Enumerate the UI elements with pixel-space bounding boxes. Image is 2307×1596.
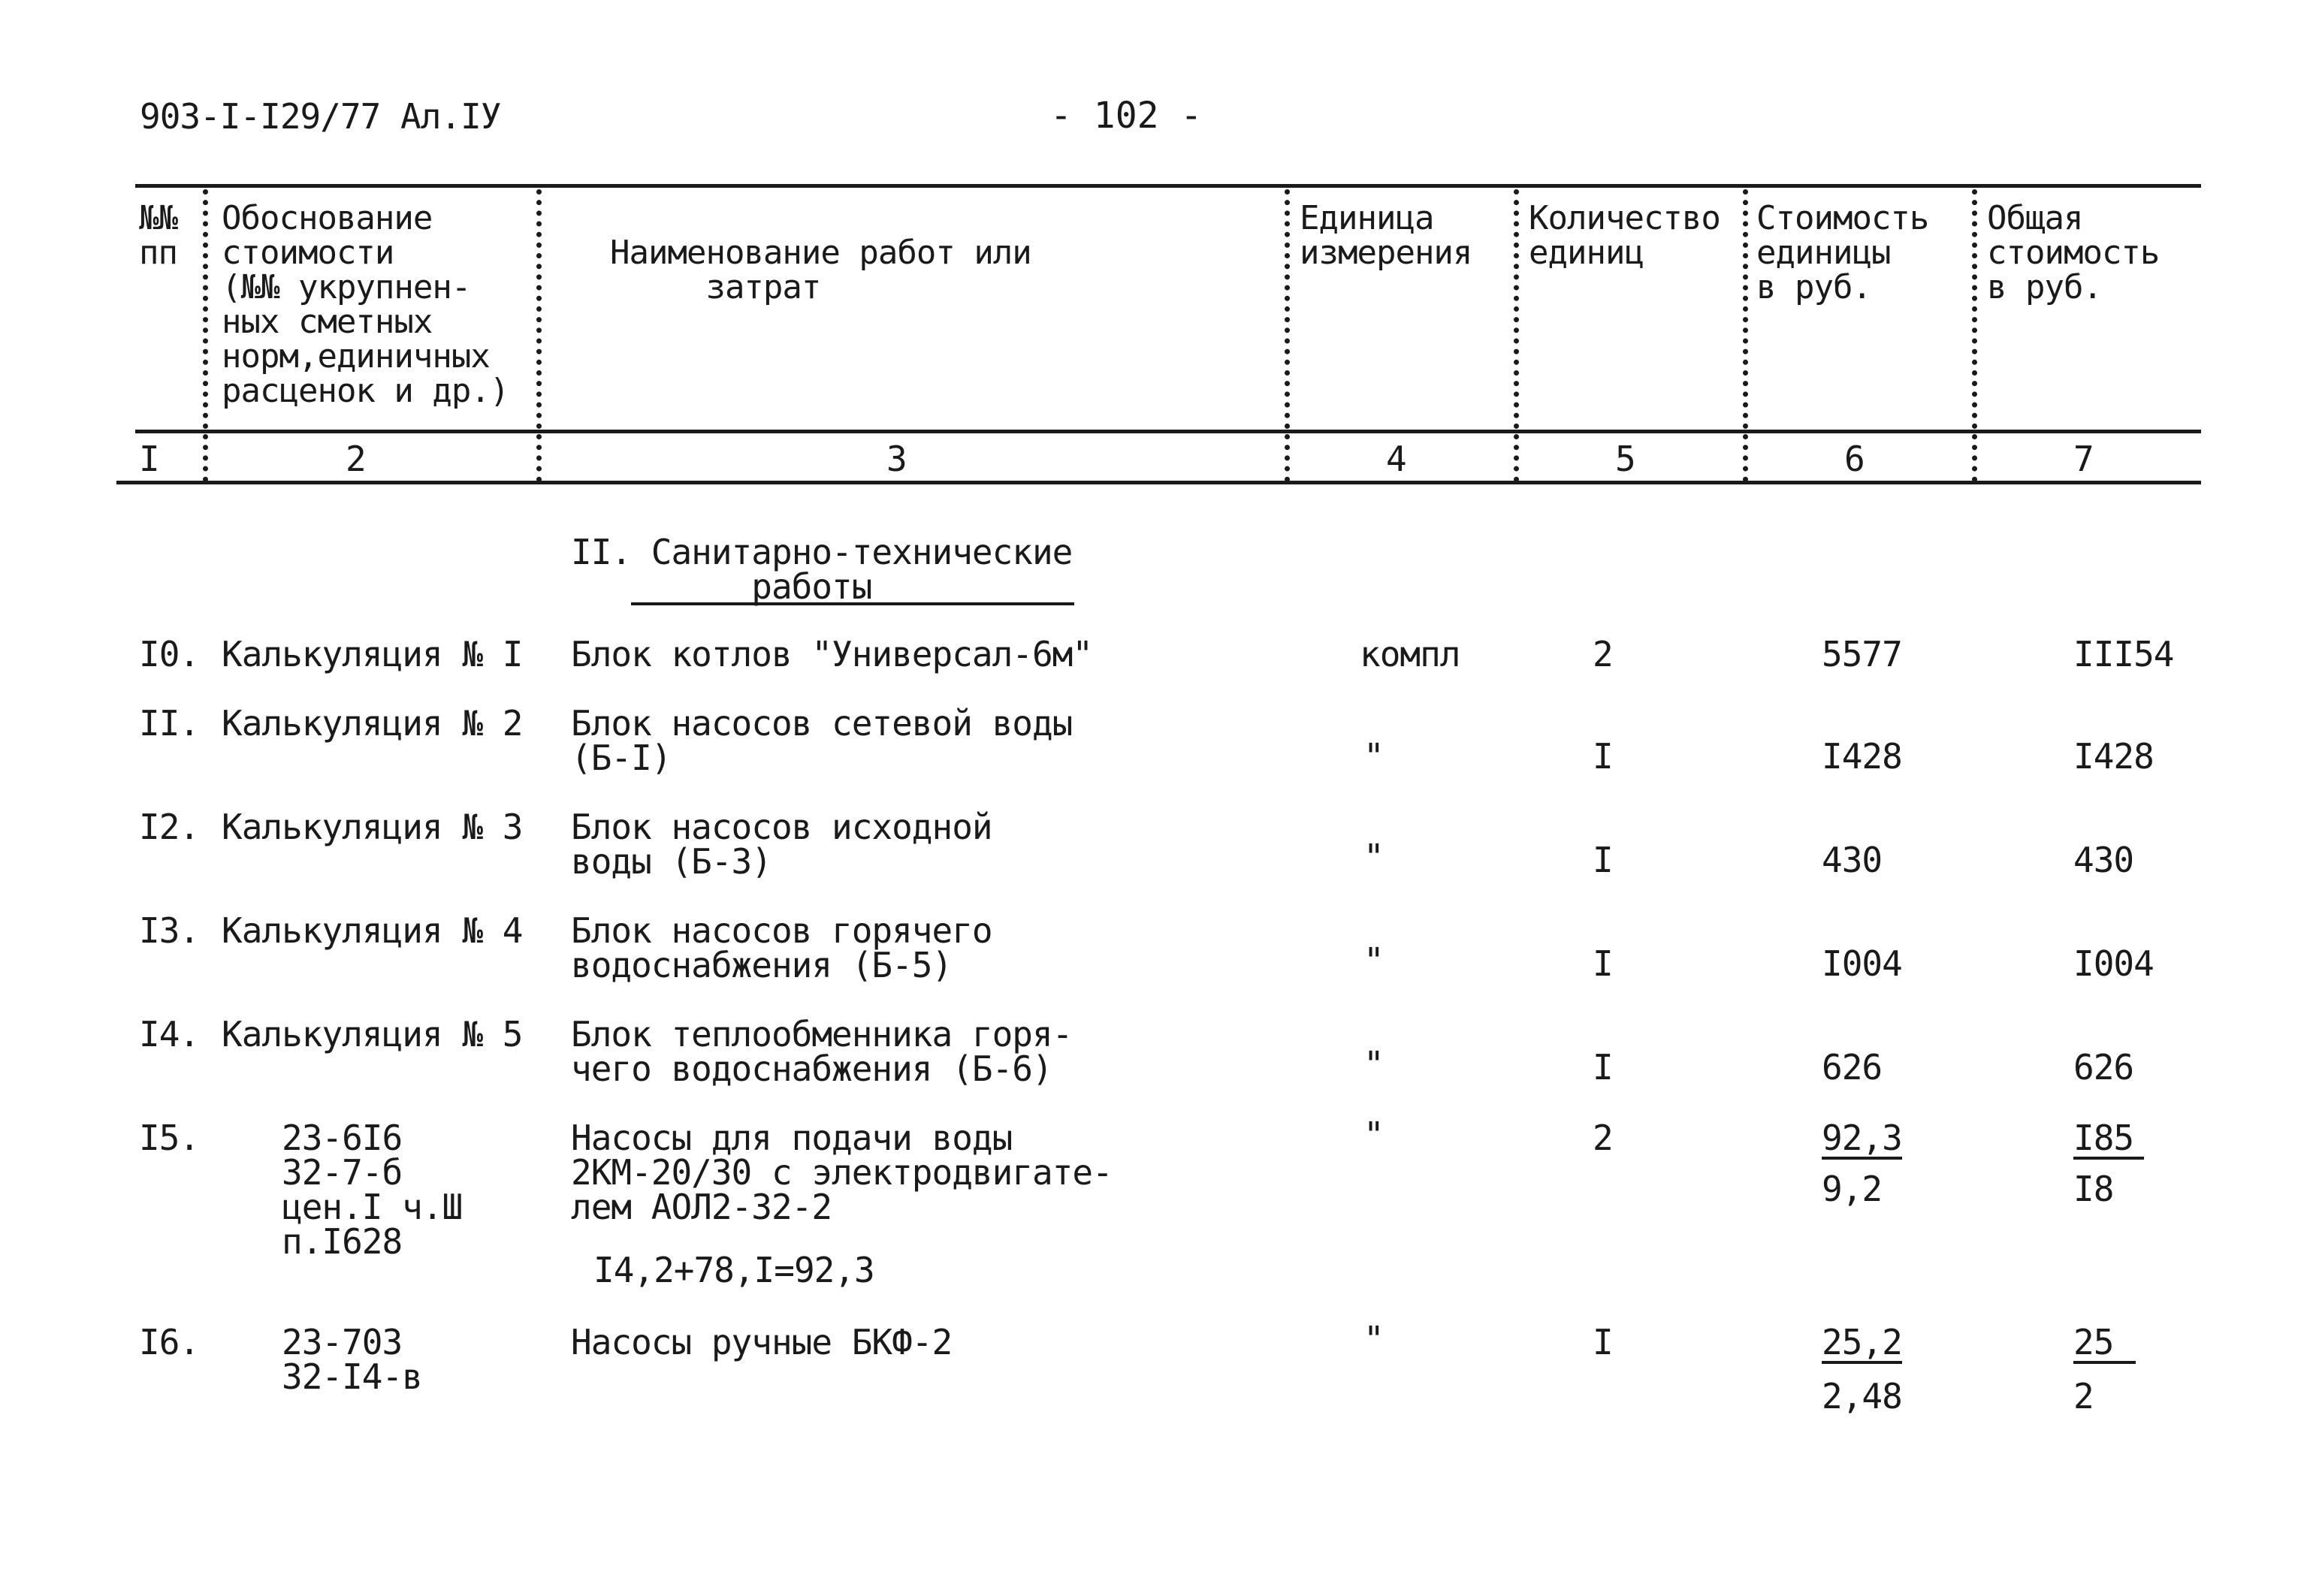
row-unit: " <box>1363 837 1384 877</box>
row-total-sub: 2 <box>2073 1376 2094 1416</box>
row-total: 25 <box>2073 1325 2136 1364</box>
section-title-underline <box>631 602 1074 605</box>
page-number: - 102 - <box>1050 95 1203 137</box>
row-qty: 2 <box>1593 634 1613 674</box>
row-qty: I <box>1593 1047 1613 1088</box>
row-number: I2. <box>139 807 200 847</box>
row-unit: компл <box>1360 634 1460 674</box>
row-unit-cost: 92,3 <box>1822 1118 1902 1158</box>
row-unit: " <box>1363 940 1384 981</box>
row-basis: 23-703 32-I4-в <box>282 1322 422 1397</box>
row-unit: " <box>1363 736 1384 777</box>
row-basis: Калькуляция № 2 <box>222 703 523 744</box>
row-name: Блок насосов горячего водоснабжения (Б-5) <box>571 910 992 985</box>
row-unit-cost: 25,2 <box>1822 1322 1902 1362</box>
column-number-bottom-rule <box>116 481 2201 484</box>
column-header-total: Общая стоимость в руб. <box>1987 199 2160 306</box>
column-separator <box>1514 189 1519 482</box>
document-code: 903-I-I29/77 Ал.IУ <box>140 96 501 137</box>
column-separator <box>1972 189 1977 482</box>
row-qty: 2 <box>1593 1118 1613 1158</box>
row-unit-cost: 626 <box>1822 1047 1883 1088</box>
row-unit-cost: 430 <box>1822 840 1883 880</box>
column-header-basis: Обоснование стоимости (№№ укрупнен- ных сметных норм,единичных расценок и др.) <box>222 199 509 410</box>
row-basis: Калькуляция № I <box>222 634 523 674</box>
row-number: I3. <box>139 910 200 951</box>
column-number: 7 <box>2073 439 2094 479</box>
column-separator <box>536 189 542 482</box>
row-number: I0. <box>139 634 200 674</box>
row-name: Насосы для подачи воды 2КМ-20/30 с электродвигате- лем АОЛ2-32-2 <box>571 1118 1113 1227</box>
row-basis: Калькуляция № 4 <box>222 910 523 951</box>
column-number: 6 <box>1844 439 1865 479</box>
row-name: Насосы ручные БКФ-2 <box>571 1322 953 1362</box>
row-total: III54 <box>2073 634 2174 674</box>
row-unit-cost: I004 <box>1822 943 1902 984</box>
row-name: Блок насосов сетевой воды (Б-I) <box>571 703 1073 778</box>
row-unit-cost-sub: 2,48 <box>1822 1376 1902 1416</box>
row-total: I004 <box>2073 943 2154 984</box>
row-total-sub: I8 <box>2073 1169 2114 1209</box>
row-calculation: I4,2+78,I=92,3 <box>593 1250 874 1290</box>
row-unit: " <box>1363 1044 1384 1085</box>
table-top-rule <box>135 184 2201 188</box>
row-name: Блок теплообменника горя- чего водоснабжения (Б-6) <box>571 1014 1073 1089</box>
row-number: II. <box>139 703 200 744</box>
row-total: I85 <box>2073 1121 2144 1160</box>
row-qty: I <box>1593 840 1613 880</box>
row-unit-cost-sub: 9,2 <box>1822 1169 1883 1209</box>
column-number-rule <box>135 430 2201 433</box>
row-qty: I <box>1593 736 1613 777</box>
row-unit-cost: I428 <box>1822 736 1902 777</box>
row-number: I4. <box>139 1014 200 1054</box>
column-header-unit: Единица измерения <box>1300 199 1472 272</box>
column-number: 2 <box>346 439 366 479</box>
column-header-qty: Количество единиц <box>1529 199 1720 272</box>
section-title: II. Санитарно-технические работы <box>571 532 1073 607</box>
column-number: 4 <box>1386 439 1406 479</box>
row-number: I6. <box>139 1322 200 1362</box>
column-header-no: №№ пп <box>139 199 177 272</box>
row-qty: I <box>1593 1322 1613 1362</box>
column-separator <box>1743 189 1748 482</box>
row-total: 626 <box>2073 1047 2134 1088</box>
row-basis: Калькуляция № 5 <box>222 1014 523 1054</box>
column-header-name: Наименование работ или затрат <box>610 234 1031 306</box>
row-total: I428 <box>2073 736 2154 777</box>
row-basis: Калькуляция № 3 <box>222 807 523 847</box>
column-separator <box>1285 189 1290 482</box>
row-unit: " <box>1363 1319 1384 1359</box>
column-separator <box>203 189 208 482</box>
row-unit: " <box>1363 1115 1384 1155</box>
row-name: Блок котлов "Универсал-6м" <box>571 634 1093 674</box>
column-header-unit-cost: Стоимость единицы в руб. <box>1756 199 1929 306</box>
column-number: 5 <box>1615 439 1635 479</box>
column-number: 3 <box>886 439 907 479</box>
row-qty: I <box>1593 943 1613 984</box>
row-basis: 23-6I6 32-7-б цен.I ч.Ш п.I628 <box>282 1118 463 1262</box>
column-number: I <box>139 439 159 479</box>
row-total: 430 <box>2073 840 2134 880</box>
row-unit-cost: 5577 <box>1822 634 1902 674</box>
row-name: Блок насосов исходной воды (Б-3) <box>571 807 992 882</box>
row-number: I5. <box>139 1118 200 1158</box>
